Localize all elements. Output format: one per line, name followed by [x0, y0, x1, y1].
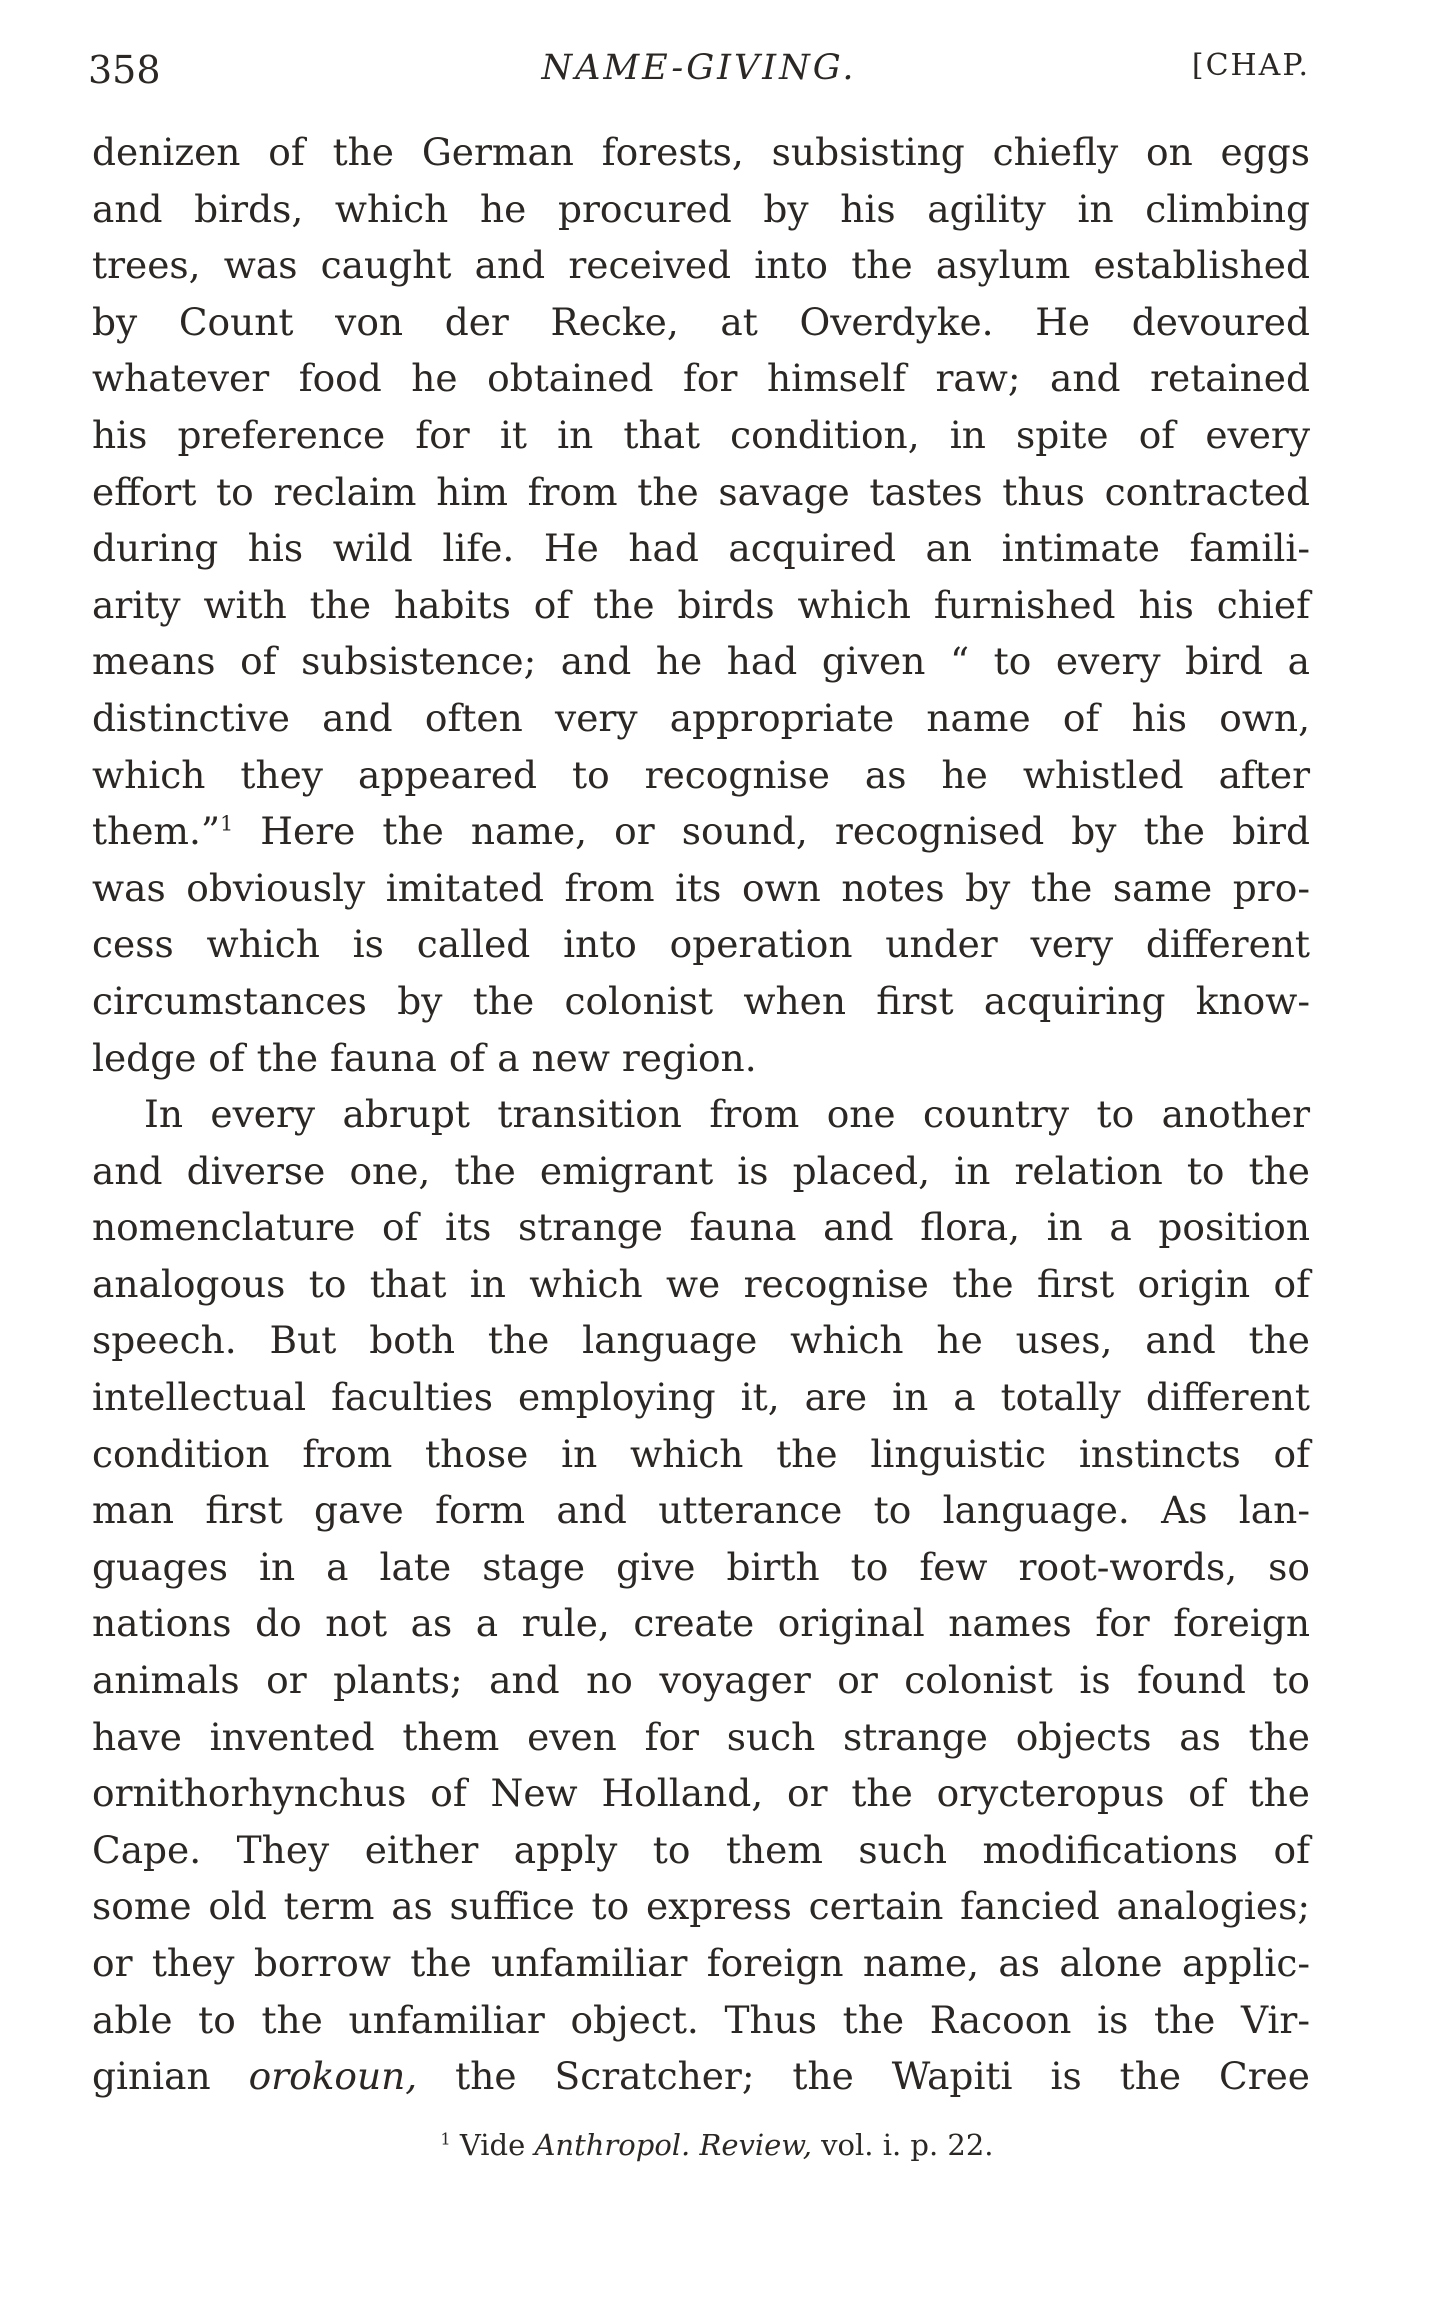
text-line: during his wild life. He had acquired an intimate famili- [92, 526, 1310, 571]
text-line: trees, was caught and received into the asylum established [92, 243, 1310, 288]
footnote [0, 2128, 1434, 2162]
text-segment: Here the name, or sound, recognised by the bird [233, 809, 1310, 854]
text-line: nomenclature of its strange fauna and flora, in a position [92, 1205, 1310, 1250]
text-line: guages in a late stage give birth to few root-words, so [92, 1544, 1310, 1589]
text-line: have invented them even for such strange objects as the [92, 1714, 1310, 1759]
text-line: means of subsistence; and he had given “ to every bird a [92, 639, 1310, 684]
text-segment: the Scratcher; the Wapiti is the Cree [417, 2054, 1311, 2099]
text-line-with-footnote-ref [92, 803, 1310, 860]
text-segment: ginian [92, 2054, 249, 2099]
footnote-reference: 1 [220, 811, 234, 836]
text-line-with-italic [92, 2048, 1310, 2105]
text-line: animals or plants; and no voyager or colonist is found to [92, 1658, 1310, 1703]
paragraph-first-line: In every abrupt transition from one country to another [144, 1092, 1310, 1137]
text-line: analogous to that in which we recognise the first origin of [92, 1261, 1310, 1306]
text-line: denizen of the German forests, subsisting chiefly on eggs [92, 130, 1310, 174]
footnote-prefix: Vide [450, 2128, 535, 2162]
text-line: cess which is called into operation under very different [92, 922, 1310, 967]
running-title: NAME-GIVING. [541, 48, 857, 88]
text-line: nations do not as a rule, create original names for foreign [92, 1601, 1310, 1646]
footnote-suffix: vol. i. p. 22. [811, 2128, 994, 2162]
text-segment: them.” [92, 809, 221, 854]
text-line: and diverse one, the emigrant is placed, in relation to the [92, 1148, 1310, 1193]
body-text [92, 124, 1310, 2105]
text-line: circumstances by the colonist when first acquiring know- [92, 978, 1310, 1023]
text-line: or they borrow the unfamiliar foreign name, as alone applic- [92, 1941, 1310, 1985]
text-line: distinctive and often very appropriate name of his own, [92, 695, 1310, 740]
page-number: 358 [88, 48, 161, 92]
text-line: intellectual faculties employing it, are in a totally different [92, 1375, 1310, 1420]
text-line: some old term as suffice to express certain fancied analogies; [92, 1884, 1310, 1929]
text-line: which they appeared to recognise as he whistled after [92, 752, 1310, 797]
text-line: man first gave form and utterance to language. As lan- [92, 1488, 1310, 1533]
text-line: condition from those in which the linguistic instincts of [92, 1431, 1310, 1476]
paragraph-last-line: ledge of the fauna of a new region. [92, 1035, 757, 1080]
chapter-label: [CHAP. [1191, 48, 1310, 83]
text-line: effort to reclaim him from the savage tastes thus contracted [92, 469, 1310, 514]
text-line: Cape. They either apply to them such modifications of [92, 1827, 1310, 1872]
text-line: and birds, which he procured by his agility in climbing [92, 186, 1310, 231]
footnote-source: Anthropol. Review, [534, 2128, 812, 2162]
text-line: arity with the habits of the birds which furnished his chief [92, 582, 1310, 627]
text-line: by Count von der Recke, at Overdyke. He devoured [92, 299, 1310, 344]
text-line: ornithorhynchus of New Holland, or the orycteropus of the [92, 1771, 1310, 1816]
text-line: his preference for it in that condition, in spite of every [92, 412, 1310, 457]
text-line: able to the unfamiliar object. Thus the Racoon is the Vir- [92, 1997, 1310, 2042]
footnote-marker: 1 [440, 2129, 451, 2149]
text-line: was obviously imitated from its own notes by the same pro- [92, 865, 1310, 910]
text-line: speech. But both the language which he uses, and the [92, 1318, 1310, 1363]
text-line: whatever food he obtained for himself raw; and retained [92, 356, 1310, 401]
italic-word: orokoun, [248, 2054, 418, 2099]
page-header [88, 48, 1310, 108]
